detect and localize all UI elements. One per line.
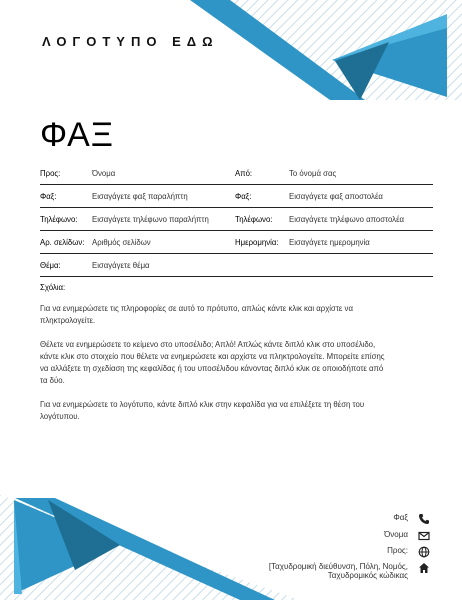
footer-fax-text[interactable]: Φαξ xyxy=(393,513,408,522)
pages-label: Αρ. σελίδων: xyxy=(40,237,85,247)
field-row-subject xyxy=(40,254,433,277)
field-row-fax xyxy=(40,185,433,208)
fax-label: Φαξ: xyxy=(40,191,57,201)
to-value[interactable]: Όνομα xyxy=(92,168,116,178)
address-line-2: Ταχυδρομικός κώδικας xyxy=(327,571,408,580)
sender-fax-value[interactable]: Εισαγάγετε φαξ αποστολέα xyxy=(289,191,383,201)
envelope-icon xyxy=(418,530,430,542)
notes-paragraph[interactable]: Θέλετε να ενημερώσετε το κείμενο στο υποσέλιδο; Απλό! Απλώς κάντε διπλό κλικ στο υποσέλιδο, κάντε κλικ στο στοιχείο που θέλετε να ενημερώσετε και αρχίστε να πληκτρολογείτε. Μπορείτε επίσης να αλλάξετε τη σχεδίαση της κεφαλίδας ή του υποσέλιδου κάνοντας διπλό κλικ σε οποιοδήποτε από τα δύο. xyxy=(40,340,385,385)
footer-to-text[interactable]: Προς: xyxy=(387,546,408,555)
globe-icon xyxy=(418,546,430,558)
recipient-phone-value[interactable]: Εισαγάγετε τηλέφωνο παραλήπτη xyxy=(92,214,209,224)
sender-phone-label: Τηλέφωνο: xyxy=(235,214,273,224)
from-value[interactable]: Το όνομά σας xyxy=(289,168,337,178)
footer-name xyxy=(384,530,430,542)
notes-body[interactable] xyxy=(40,303,390,435)
recipient-fax-value[interactable]: Εισαγάγετε φαξ παραλήπτη xyxy=(92,191,188,201)
notes-paragraph[interactable]: Για να ενημερώσετε το λογότυπο, κάντε διπλό κλικ στην κεφαλίδα για να επιλέξετε τη θέση του λογότυπου. xyxy=(40,400,365,421)
footer-to xyxy=(387,546,430,558)
address-line-1: [Ταχυδρομική διεύθυνση, Πόλη, Νομός, xyxy=(268,562,408,571)
sender-fax-label: Φαξ: xyxy=(235,191,252,201)
subject-label: Θέμα: xyxy=(40,260,61,270)
pages-value[interactable]: Αριθμός σελίδων xyxy=(92,237,151,247)
logo-placeholder[interactable]: ΛΟΓΟΤΥΠΟ ΕΔΩ xyxy=(42,34,219,49)
date-value[interactable]: Εισαγάγετε ημερομηνία xyxy=(289,237,370,247)
sender-phone-value[interactable]: Εισαγάγετε τηλέφωνο αποστολέα xyxy=(289,214,405,224)
fax-fields xyxy=(40,162,433,277)
from-label: Από: xyxy=(235,168,253,178)
to-label: Προς: xyxy=(40,168,61,178)
field-row-phone xyxy=(40,208,433,231)
footer-address xyxy=(269,562,430,580)
notes-paragraph[interactable]: Για να ενημερώσετε τις πληροφορίες σε αυτό το πρότυπο, απλώς κάντε κλικ και αρχίστε να πληκτρολογείτε. xyxy=(40,304,353,325)
field-row-to xyxy=(40,162,433,185)
subject-value[interactable]: Εισαγάγετε θέμα xyxy=(92,260,150,270)
footer-address-text[interactable] xyxy=(269,562,408,580)
footer-fax xyxy=(393,513,430,525)
page-title: ΦΑΞ xyxy=(40,116,114,154)
notes-label: Σχόλια: xyxy=(40,283,66,292)
footer-name-text[interactable]: Όνομα xyxy=(384,530,408,539)
home-icon xyxy=(418,562,430,574)
date-label: Ημερομηνία: xyxy=(235,237,279,247)
phone-icon xyxy=(418,513,430,525)
phone-label: Τηλέφωνο: xyxy=(40,214,78,224)
field-row-pages xyxy=(40,231,433,254)
